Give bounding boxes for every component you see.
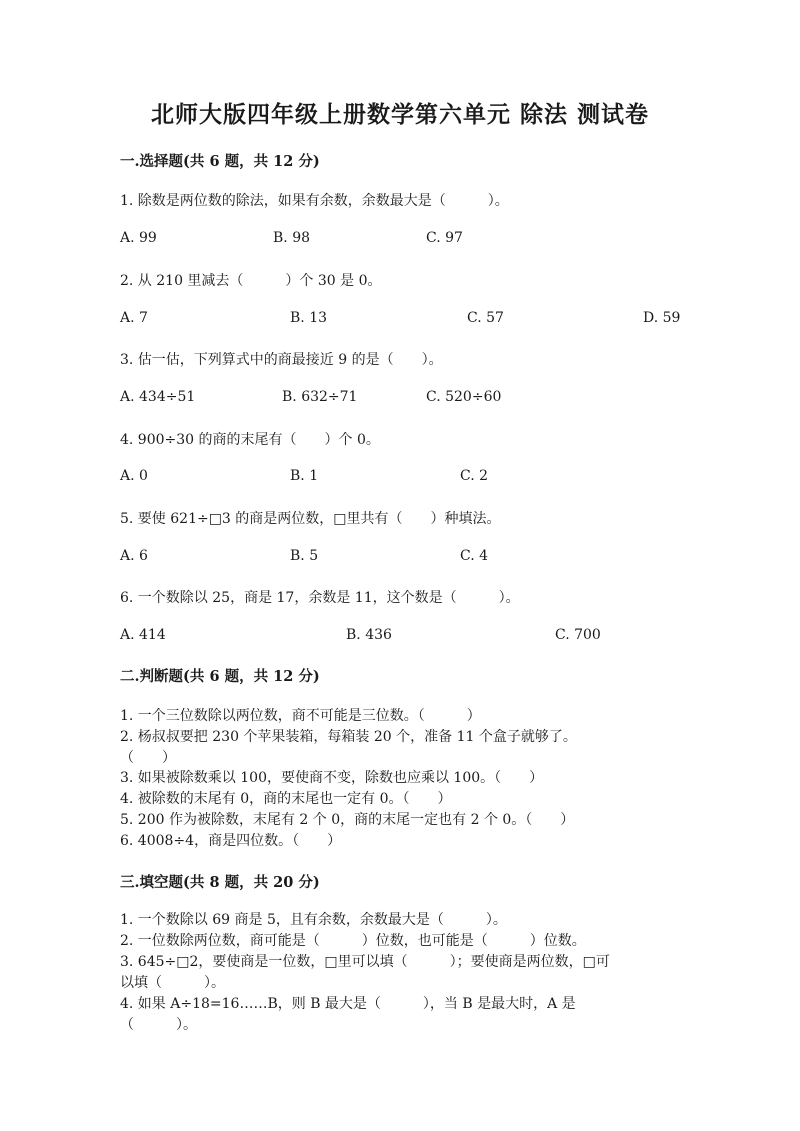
option: B. 13 [290, 310, 328, 326]
fill-line: （ ）。 [120, 1017, 197, 1033]
option: B. 632÷71 [282, 389, 358, 405]
section-heading-fill: 三.填空题(共 8 题，共 20 分) [120, 874, 320, 891]
question-text: 2. 从 210 里减去（ ）个 30 是 0。 [120, 273, 382, 289]
option: D. 59 [643, 310, 681, 326]
option: A. 6 [120, 548, 148, 564]
question-text: 6. 一个数除以 25，商是 17，余数是 11，这个数是（ ）。 [120, 590, 520, 606]
option: C. 57 [467, 310, 504, 326]
judgement-line: 5. 200 作为被除数，末尾有 2 个 0，商的末尾一定也有 2 个 0。（ ） [120, 812, 575, 828]
question-text: 3. 估一估，下列算式中的商最接近 9 的是（ ）。 [120, 352, 443, 368]
option: C. 4 [460, 548, 489, 564]
judgement-line: 4. 被除数的末尾有 0，商的末尾也一定有 0。（ ） [120, 791, 452, 807]
option: C. 700 [555, 627, 601, 643]
question-text: 4. 900÷30 的商的末尾有（ ）个 0。 [120, 432, 380, 448]
judgement-line: 3. 如果被除数乘以 100，要使商不变，除数也应乘以 100。（ ） [120, 770, 544, 786]
option: A. 0 [120, 468, 148, 484]
judgement-line: 1. 一个三位数除以两位数，商不可能是三位数。（ ） [120, 708, 481, 724]
judgement-line: 2. 杨叔叔要把 230 个苹果装箱，每箱装 20 个，准备 11 个盒子就够了。 [120, 729, 577, 745]
option: B. 436 [346, 627, 392, 643]
fill-line: 以填（ ）。 [120, 975, 225, 991]
option: A. 99 [120, 230, 157, 246]
option: A. 414 [120, 627, 166, 643]
option: A. 7 [120, 310, 148, 326]
fill-line: 2. 一位数除两位数，商可能是（ ）位数，也可能是（ ）位数。 [120, 933, 586, 949]
fill-line: 1. 一个数除以 69 商是 5，且有余数，余数最大是（ ）。 [120, 912, 507, 928]
section-heading-choice: 一.选择题(共 6 题，共 12 分) [120, 153, 320, 170]
option: C. 520÷60 [426, 389, 502, 405]
option: B. 1 [290, 468, 319, 484]
fill-line: 3. 645÷□2，要使商是一位数，□里可以填（ ）；要使商是两位数，□可 [120, 954, 610, 970]
question-text: 5. 要使 621÷□3 的商是两位数，□里共有（ ）种填法。 [120, 511, 501, 527]
option: A. 434÷51 [120, 389, 196, 405]
option: B. 5 [290, 548, 319, 564]
option: C. 97 [426, 230, 463, 246]
judgement-line: 6. 4008÷4，商是四位数。（ ） [120, 833, 342, 849]
question-text: 1. 除数是两位数的除法，如果有余数，余数最大是（ ）。 [120, 193, 509, 209]
judgement-line: （ ） [120, 750, 176, 766]
page-title: 北师大版四年级上册数学第六单元 除法 测试卷 [150, 101, 649, 128]
fill-line: 4. 如果 A÷18=16……B，则 B 最大是（ ），当 B 是最大时，A 是 [120, 996, 576, 1012]
option: B. 98 [273, 230, 311, 246]
option: C. 2 [460, 468, 489, 484]
section-heading-judgement: 二.判断题(共 6 题，共 12 分) [120, 668, 320, 685]
